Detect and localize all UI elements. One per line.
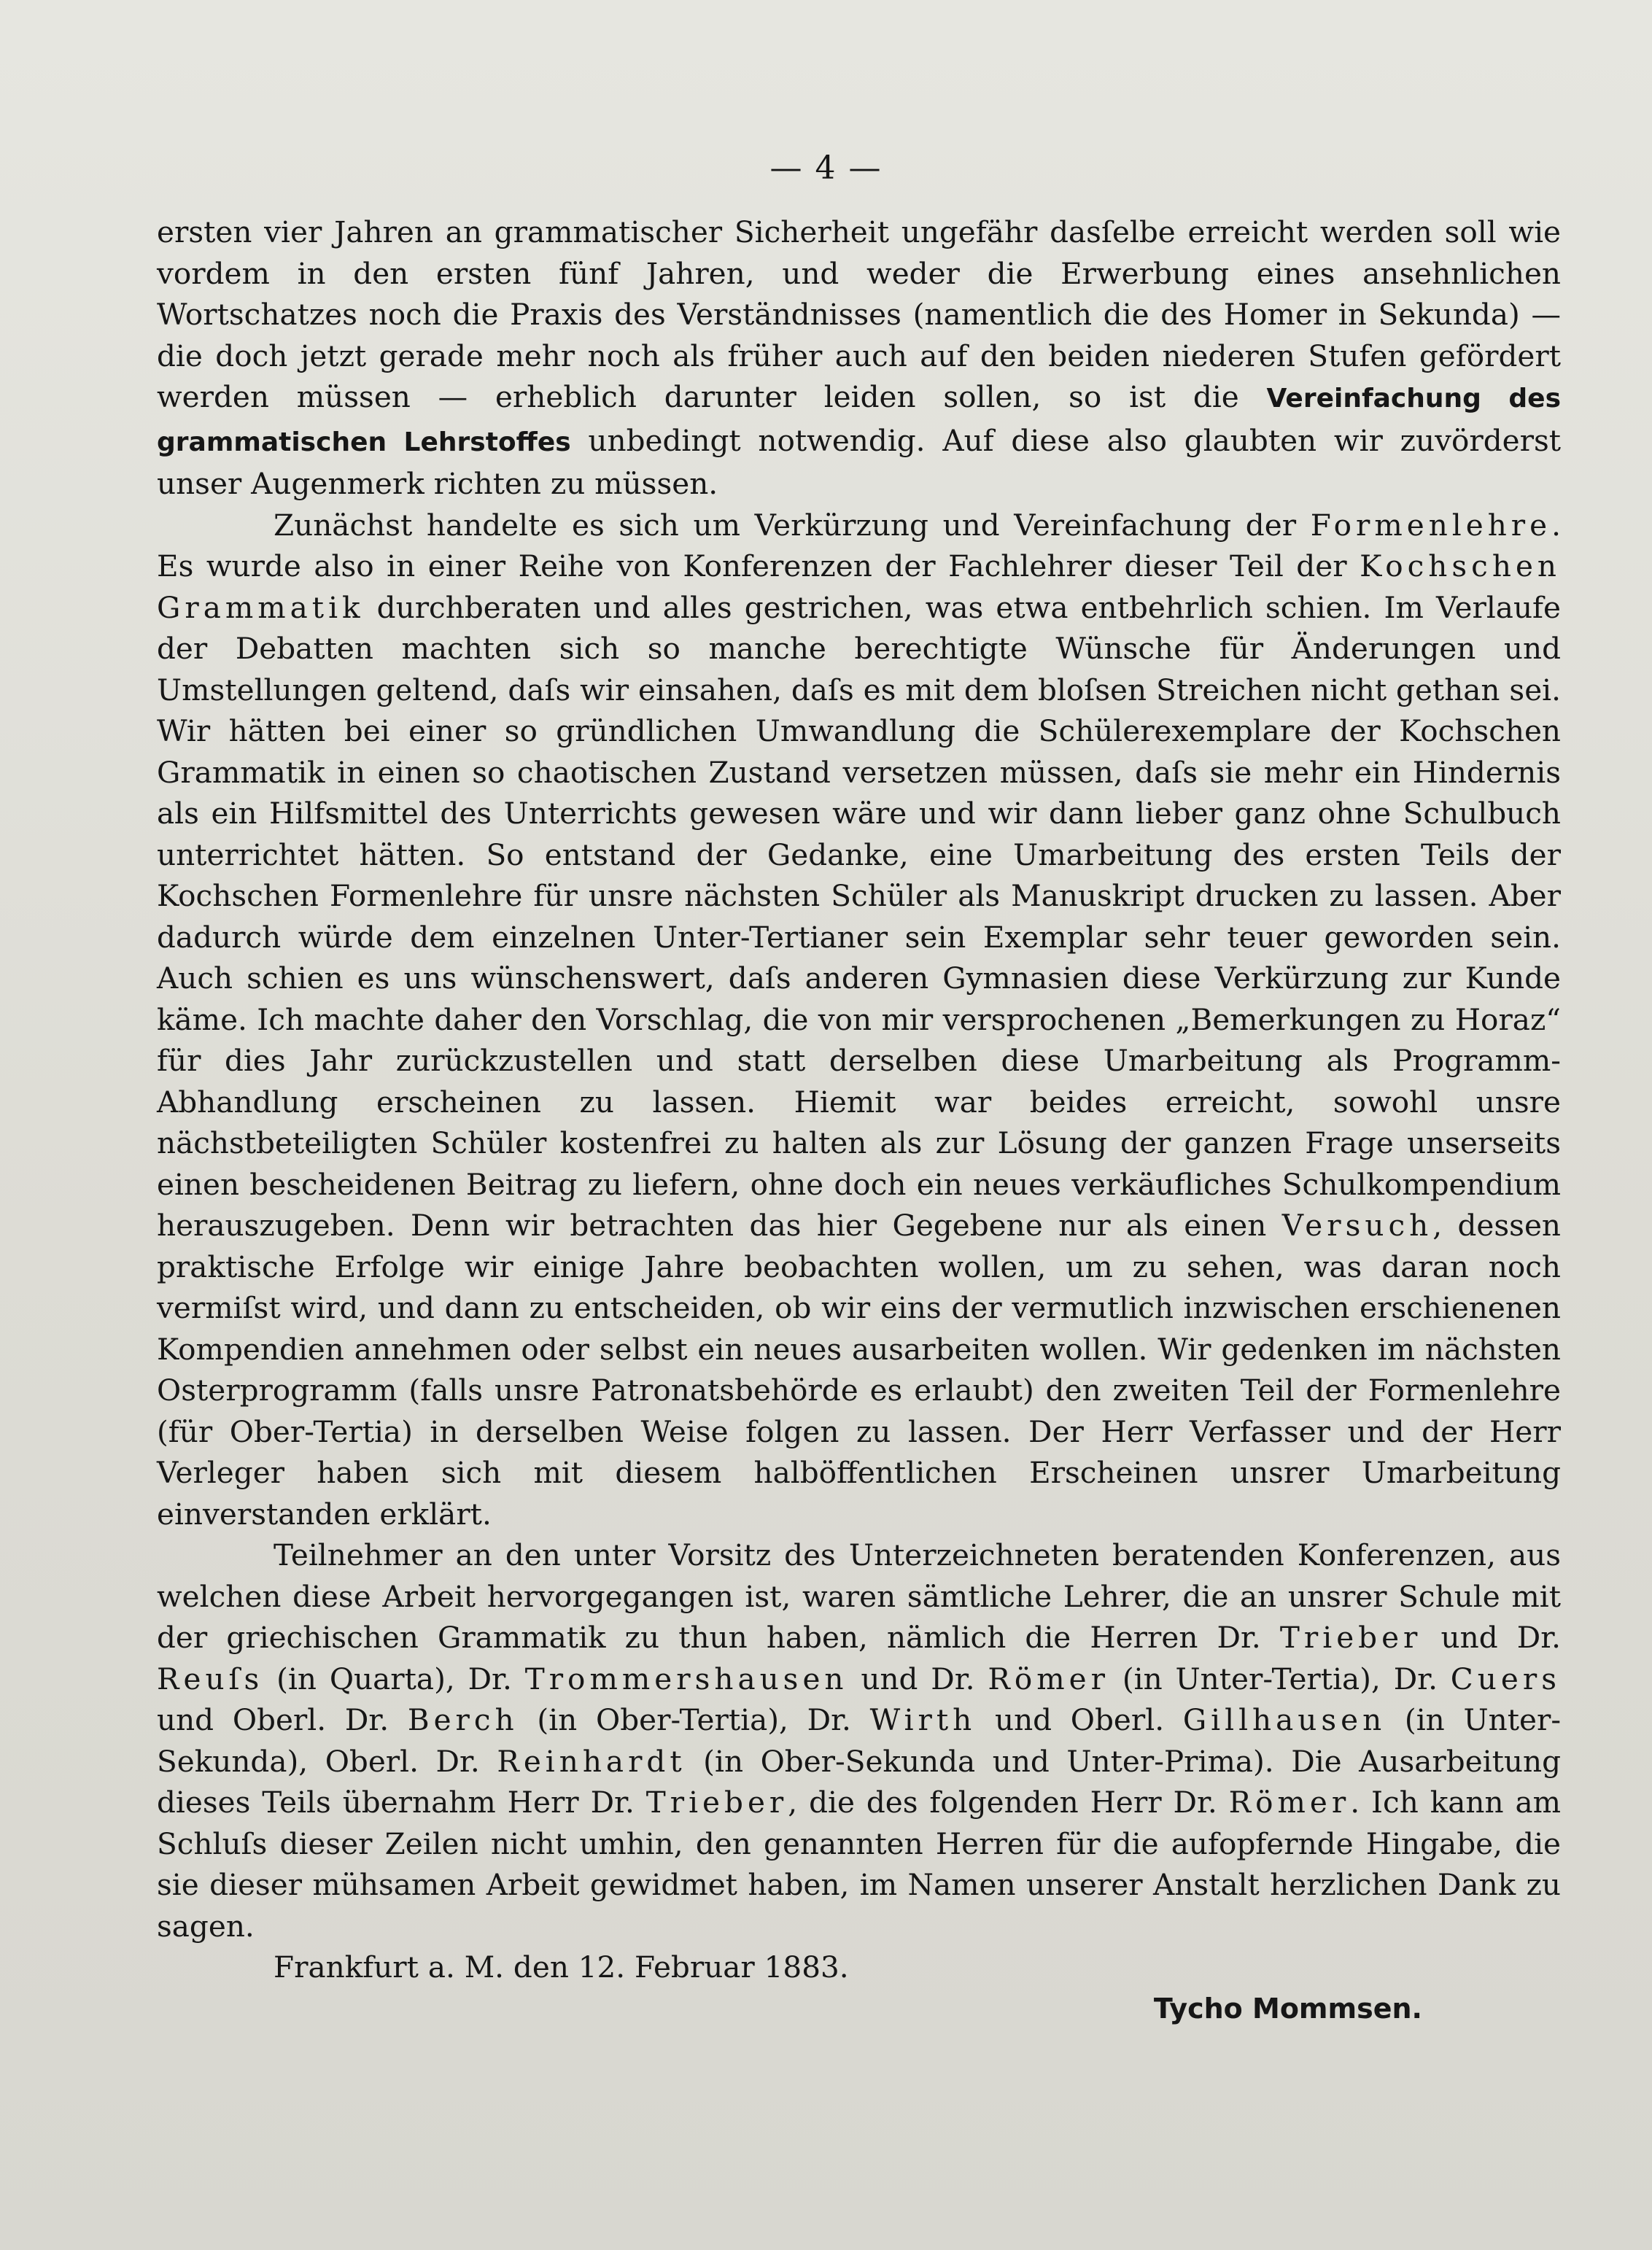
body-text [157,212,1561,2029]
spaced-term-formenlehre: Formenlehre [1310,507,1552,543]
paragraph-3-text: und Dr. [1422,1620,1561,1655]
paragraph-1-text-a: ersten vier Jahren an grammatischer Sicherheit ungefähr dasſelbe erreicht werden soll wie vordem in den ersten fünf Jahren, und weder die Erwerbung eines ansehnlichen Wortschatzes noch die Praxis des Verständnisses (namentlich die des Homer in Sekunda) — die doch jetzt gerade mehr noch als früher auch auf den beiden niederen Stufen gefördert werden müssen — erheblich darunter leiden sollen, so ist die [157,214,1561,414]
teacher-name: Römer [988,1661,1110,1696]
paragraph-3-text: (in Unter-Tertia), Dr. [1109,1661,1451,1696]
paragraph-1 [157,212,1561,505]
teacher-name: Cuers [1450,1661,1561,1696]
emphasis-grammatical-simplification: Vereinfachung des grammatischen Lehrstoffes [157,384,1561,457]
paragraph-3-text: und Oberl. [976,1702,1183,1737]
signature: Tycho Mommsen. [1153,1992,1422,2025]
paragraph-3-text: , die des folgenden Herr Dr. [788,1785,1229,1820]
paragraph-3-text: und Oberl. Dr. [157,1702,408,1737]
paragraph-3-text: und Dr. [848,1661,988,1696]
paragraph-2-text-a: Zunächst handelte es sich um Verkürzung und Vereinfachung der [274,507,1311,543]
paragraph-3-text: Teilnehmer an den unter Vorsitz des Unterzeichneten beratenden Konferenzen, aus welchen diese Arbeit hervorgegangen ist, waren sämtliche Lehrer, die an unsrer Schule mit der griechischen Grammatik zu thun haben, nämlich die Herren Dr. [157,1537,1561,1655]
paragraph-2 [157,505,1561,1535]
paragraph-3-text: (in Unter-Sekunda), Oberl. Dr. [157,1702,1562,1779]
paragraph-3-text: (in Ober-Sekunda und Unter-Prima). Die Ausarbeitung dieses Teils übernahm Herr Dr. [157,1743,1561,1820]
teacher-name: Wirth [869,1702,977,1737]
teacher-name: Gillhausen [1182,1702,1387,1737]
teacher-name: Trieber [1279,1620,1422,1655]
page-number: — 4 — [769,150,883,187]
spaced-term-kochsche-grammatik: Kochschen Grammatik [157,548,1561,625]
teacher-name: Trieber [645,1785,788,1820]
paragraph-3-text: (in Quarta), Dr. [263,1661,525,1696]
teacher-name: Reuſs [157,1661,264,1696]
paragraph-2-text-c: durchberaten und alles gestrichen, was etwa entbehrlich schien. Im Verlaufe der Debatten machten sich so manche berechtigte Wünsche für Änderungen und Umstellungen geltend, daſs wir einsahen, daſs es mit dem bloſsen Streichen nicht gethan sei. Wir hätten bei einer so gründlichen Umwandlung die Schülerexemplare der Kochschen Grammatik in einen so chaotischen Zustand versetzen müssen, daſs sie mehr ein Hindernis als ein Hilfsmittel des Unterrichts gewesen wäre und wir dann lieber ganz ohne Schulbuch unterrichtet hätten. So entstand der Gedanke, eine Umarbeitung des ersten Teils der Kochschen Formenlehre für unsre nächsten Schüler als Manuskript drucken zu lassen. Aber dadurch würde dem einzelnen Unter-Tertianer sein Exemplar sehr teuer geworden sein. Auch schien es uns wünschenswert, daſs anderen Gymnasien diese Verkürzung zur Kunde käme. Ich machte daher den Vorschlag, die von mir versprochenen „Bemerkungen zu Horaz“ für dies Jahr zurückzustellen und statt derselben diese Umarbeitung als Programm-Abhandlung erscheinen zu lassen. Hiemit war beides erreicht, sowohl unsre nächstbeteiligten Schüler kostenfrei zu halten als zur Lösung der ganzen Frage unserseits einen bescheidenen Beitrag zu liefern, ohne doch ein neues verkäufliches Schulkompendium herauszugeben. Denn wir betrachten das hier Gegebene nur als einen [157,589,1561,1243]
place-date: Frankfurt a. M. den 12. Februar 1883. [274,1950,849,1985]
teacher-name: Reinhardt [497,1743,686,1779]
teacher-name: Trommershausen [524,1661,848,1696]
paragraph-3-text: (in Ober-Tertia), Dr. [518,1702,870,1737]
paragraph-2-text-d: , dessen praktische Erfolge wir einige Jahre beobachten wollen, um zu sehen, was daran noch vermiſst wird, und dann zu entscheiden, ob wir eins der vermutlich inzwischen erschienenen Kompendien annehmen oder selbst ein neues ausarbeiten wollen. Wir gedenken im nächsten Osterprogramm (falls unsre Patronatsbehörde es erlaubt) den zweiten Teil der Formenlehre (für Ober-Tertia) in derselben Weise folgen zu lassen. Der Herr Verfasser und der Herr Verleger haben sich mit diesem halböffentlichen Erscheinen unsrer Umarbeitung einverstanden erklärt. [157,1208,1561,1532]
teacher-name: Römer [1228,1785,1351,1820]
spaced-term-versuch: Versuch [1281,1208,1433,1243]
paragraph-3 [157,1535,1561,1947]
paragraph-3-text: . Ich kann am Schluſs dieser Zeilen nicht umhin, den genannten Herren für die aufopfernde Hingabe, die sie dieser mühsamen Arbeit gewidmet haben, im Namen unserer Anstalt herzlichen Dank zu sagen. [157,1785,1561,1944]
paragraph-2-text-b: . Es wurde also in einer Reihe von Konferenzen der Fachlehrer dieser Teil der [157,507,1561,583]
paragraph-1-text-b: unbedingt notwendig. Auf diese also glaubten wir zuvörderst unser Augenmerk richten zu müssen. [157,422,1562,501]
teacher-name: Berch [407,1702,519,1737]
